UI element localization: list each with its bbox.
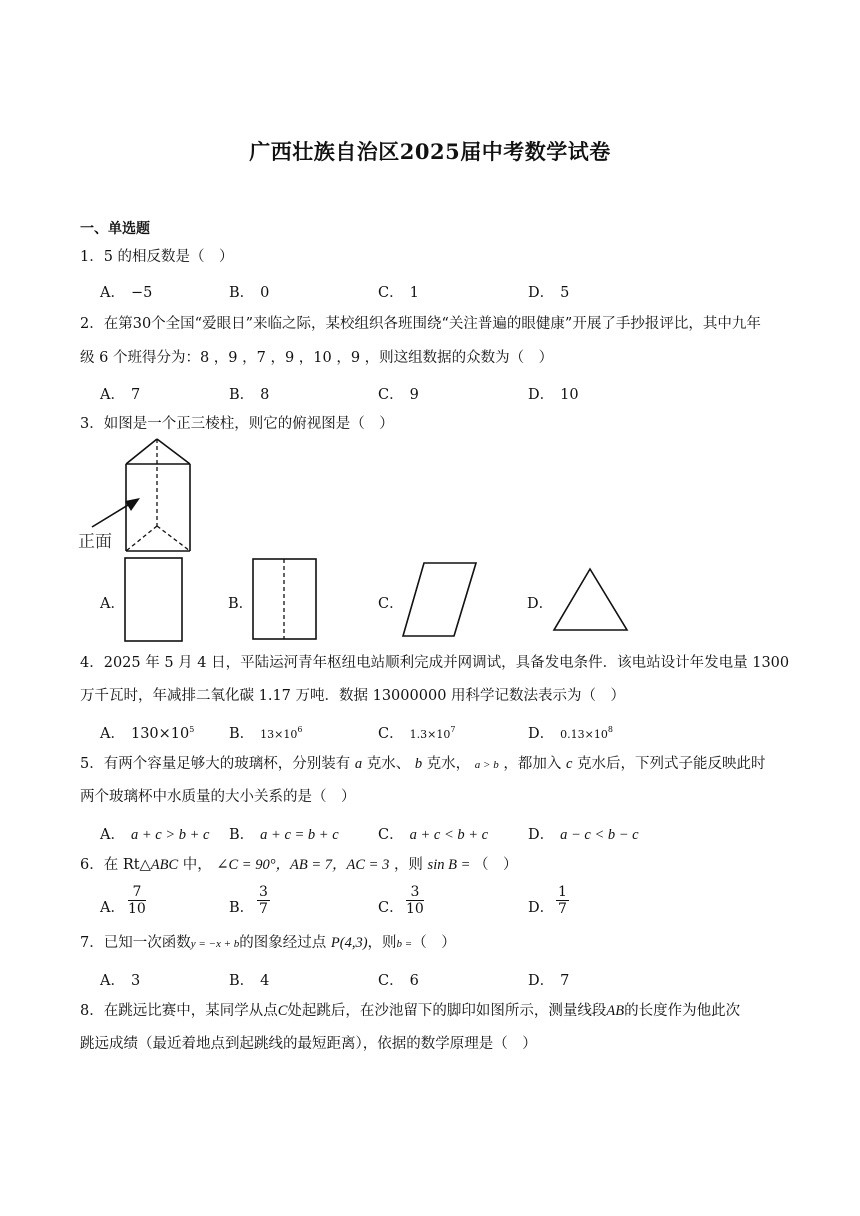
option-b: B． 8 [229, 387, 270, 403]
option-b: B． $13\times 10^6$ [229, 725, 303, 742]
option-b: B． a + c = b + c [229, 827, 339, 843]
option-c-label: C． [378, 596, 404, 612]
question-4-line-1: 4．2025 年 5 月 4 日，平陆运河青年枢纽电站顺利完成并网调试，具备发电条件．该电站设计年发电量 1300 [80, 655, 790, 671]
option-d: D． a − c < b − c [528, 827, 639, 843]
option-c-parallelogram-figure [400, 560, 480, 640]
question-2-line-1: 2．在第30个全国“爱眼日”来临之际，某校组织各班围绕“关注普遍的眼健康”开展了手抄报评比，其中九年 [80, 316, 761, 332]
option-d: D． 5 [528, 285, 570, 301]
option-a: A． $130\times 10^5$ [100, 725, 195, 742]
option-a-label: A． [100, 596, 125, 612]
page-title: 广西壮族自治区2025届中考数学试卷 [249, 139, 611, 164]
option-a: A． 7 [100, 387, 141, 403]
option-b: B． [229, 900, 255, 916]
option-d-triangle-figure [550, 566, 632, 634]
option-b-label: B． [228, 596, 254, 612]
option-d: D． $0.13\times 10^8$ [528, 725, 613, 742]
question-2-line-2: 级 6 个班得分为：8 ，9 ，7 ，9 ，10 ，9 ，则这组数据的众数为（ ） [80, 350, 554, 366]
option-a: A． 3 [100, 973, 141, 989]
question-5-line-2: 两个玻璃杯中水质量的大小关系的是（ ） [80, 789, 356, 805]
option-d-label: D． [527, 596, 554, 612]
option-b-rectangle-dashed-figure [250, 556, 320, 644]
option-b-fraction: $\frac{3}{7}$ [259, 884, 268, 917]
option-d: D． [528, 900, 555, 916]
question-8-line-1: 8．在跳远比赛中，某同学从点C处起跳后，在沙池留下的脚印如图所示，测量线段AB的长度作为他此次 [80, 1003, 741, 1019]
option-c: C． $1.3\times 10^7$ [378, 725, 456, 742]
question-8-line-2: 跳远成绩（最近着地点到起跳线的最短距离），依据的数学原理是（ ） [80, 1036, 537, 1052]
option-c: C． 1 [378, 285, 419, 301]
option-c: C． 6 [378, 973, 419, 989]
option-a-rectangle-figure [122, 556, 186, 644]
option-c: C． 9 [378, 387, 419, 403]
option-d: D． 7 [528, 973, 570, 989]
option-c: C． [378, 900, 404, 916]
option-d-fraction: $\frac{1}{7}$ [558, 884, 567, 917]
option-c: C． a + c < b + c [378, 827, 489, 843]
section-heading: 一、单选题 [80, 221, 150, 237]
question-7: 7．已知一次函数y = −x + b的图象经过点 P(4,3)，则b =（ ） [80, 935, 456, 951]
question-4-line-2: 万千瓦时，年减排二氧化碳 1.17 万吨．数据 13000000 用科学记数法表示为（ ） [80, 688, 626, 704]
option-b: B． 4 [229, 973, 270, 989]
front-view-label: 正面 [78, 532, 112, 552]
option-b: B． 0 [229, 285, 270, 301]
question-6: 6．在 Rt△ABC 中， ∠C = 90°，AB = 7，AC = 3 ，则 sin B = （ ） [80, 857, 518, 873]
option-c-fraction: $\frac{3}{10}$ [406, 884, 424, 917]
option-a: A． −5 [100, 285, 153, 301]
option-a-fraction: $\frac{7}{10}$ [128, 884, 146, 917]
question-3: 3．如图是一个正三棱柱，则它的俯视图是（ ） [80, 416, 394, 432]
question-5-line-1: 5．有两个容量足够大的玻璃杯，分别装有 a 克水、 b 克水， a > b ，都加入 c 克水后，下列式子能反映此时 [80, 756, 766, 772]
option-a: A． a + c > b + c [100, 827, 210, 843]
question-1: 1．5 的相反数是（ ） [80, 249, 234, 265]
option-a: A． [100, 900, 125, 916]
option-d: D． 10 [528, 387, 579, 403]
